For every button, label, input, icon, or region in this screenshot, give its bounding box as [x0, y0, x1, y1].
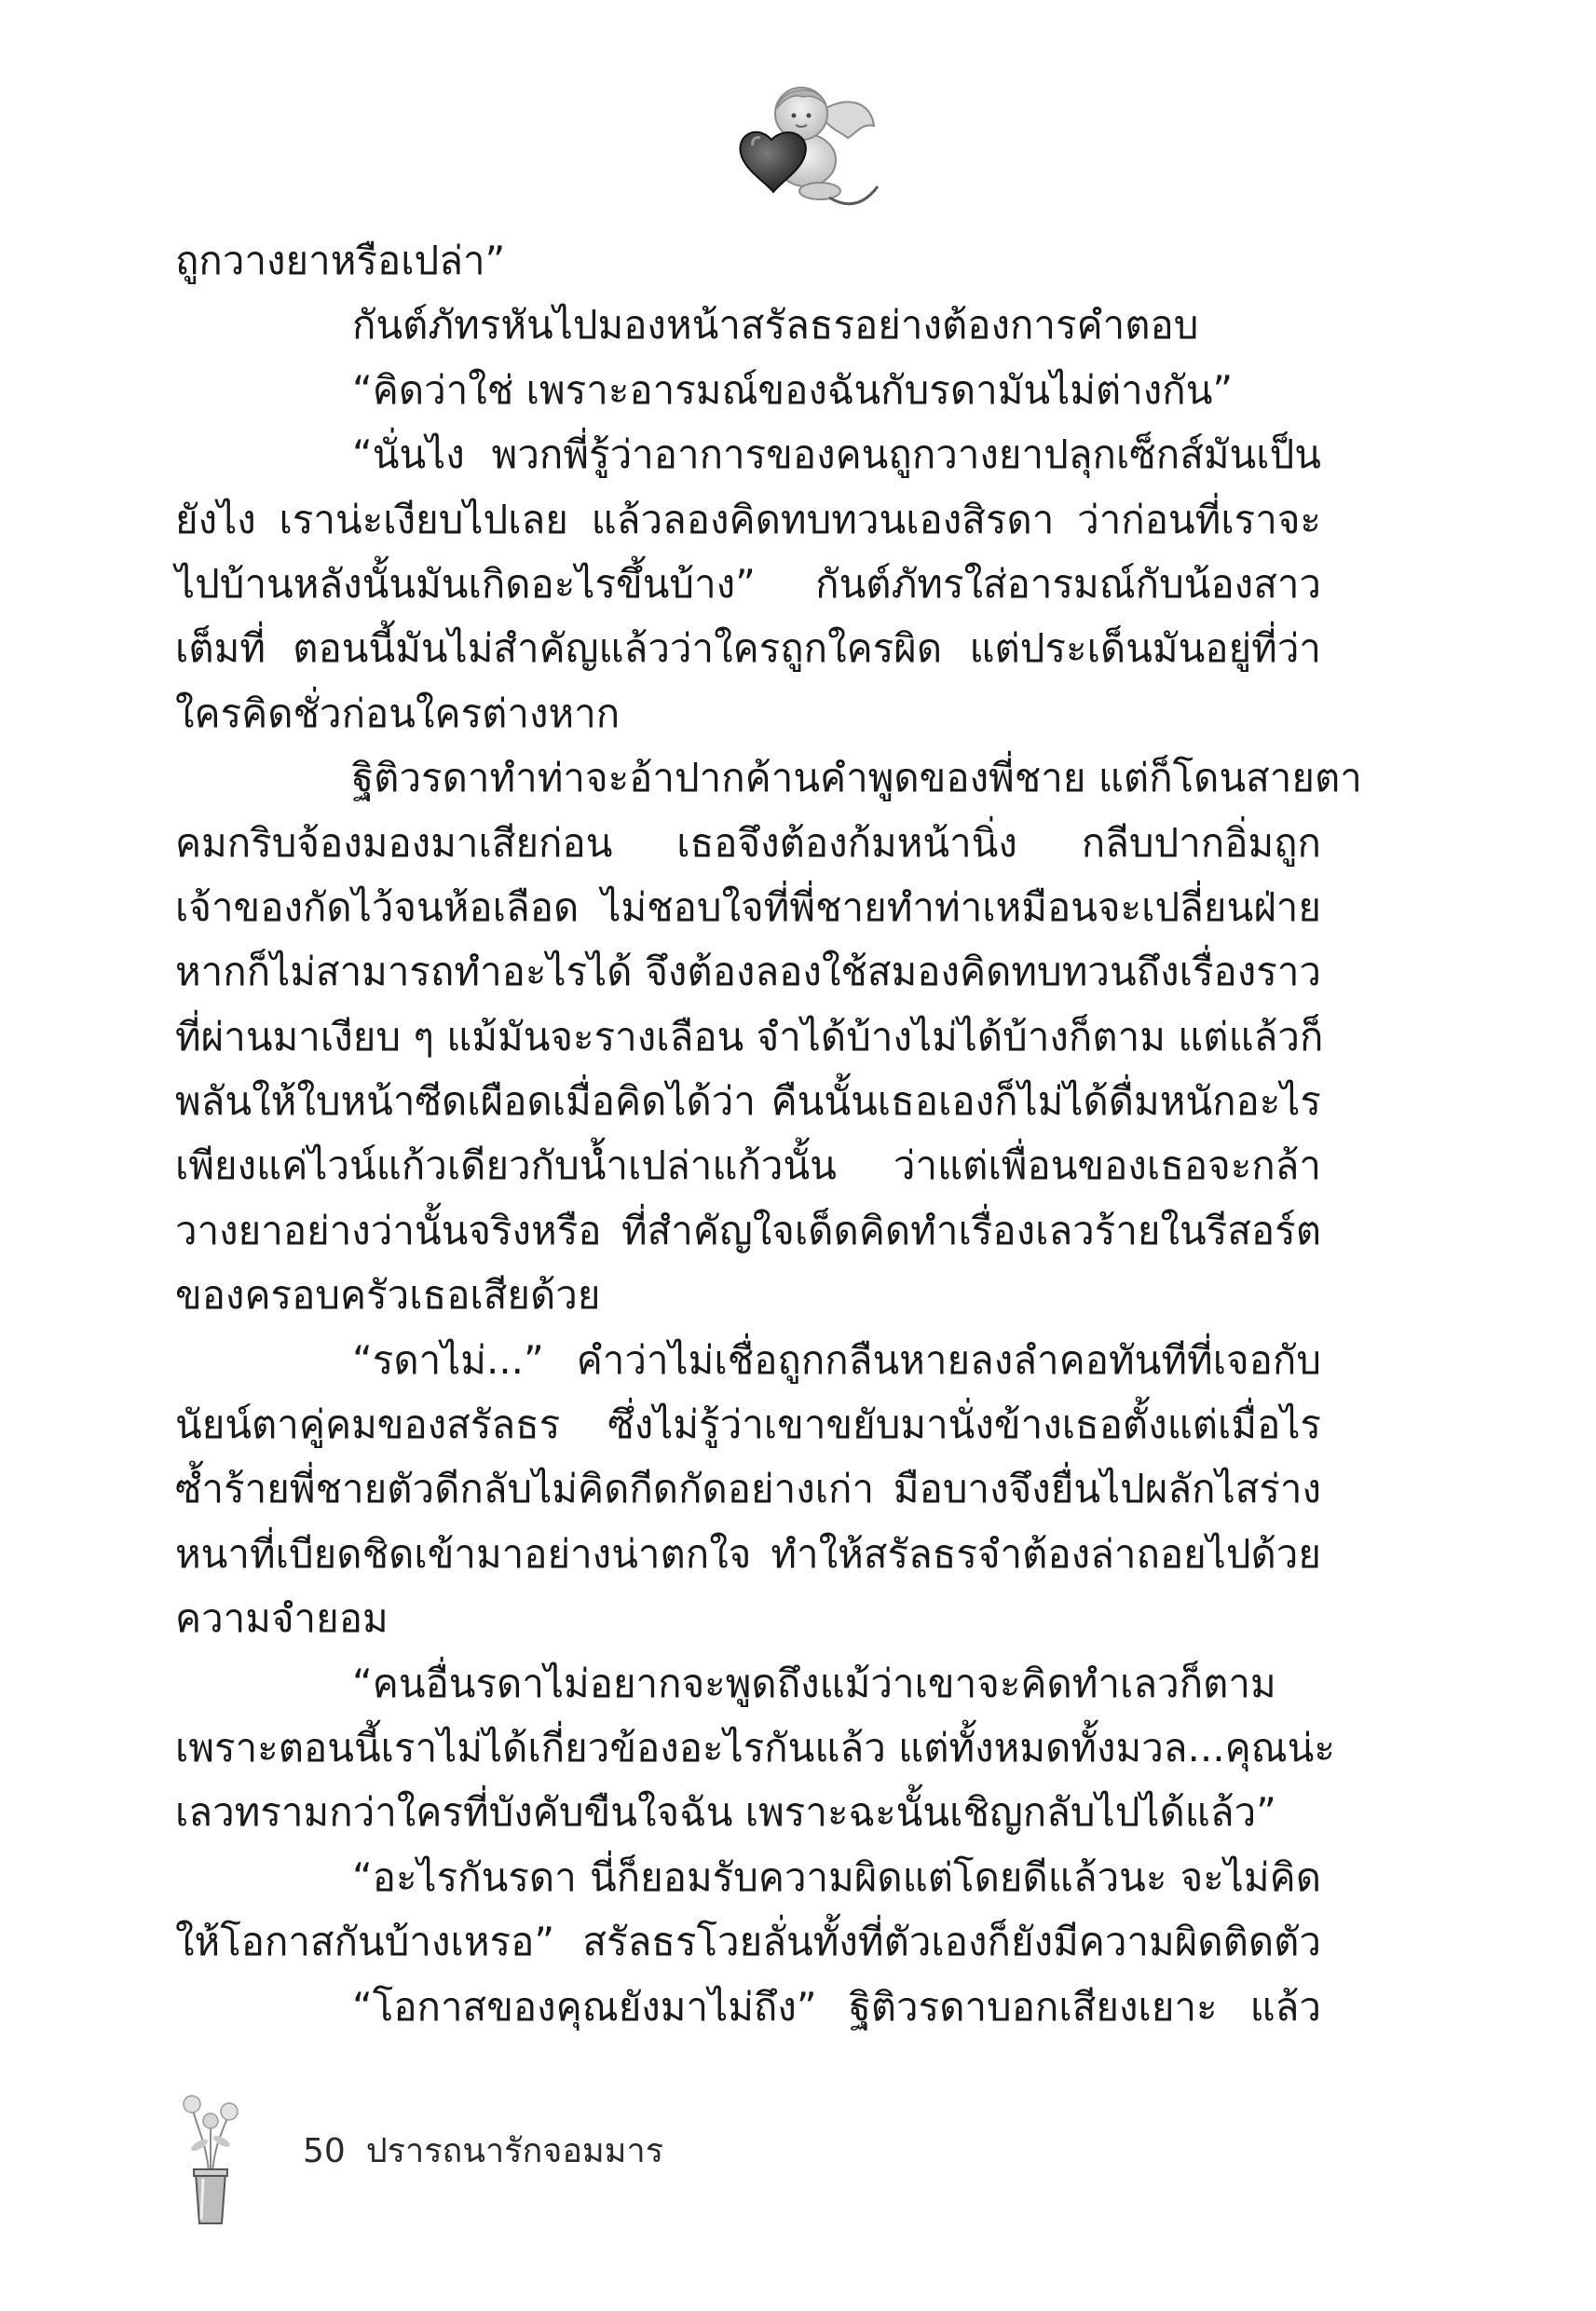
text-line: เต็มที่ ตอนนี้มันไม่สำคัญแล้วว่าใครถูกใครผิด แต่ประเด็นมันอยู่ที่ว่า [175, 625, 1321, 672]
text-line: “คิดว่าใช่ เพราะอารมณ์ของฉันกับรดามันไม่ต่างกัน” [352, 366, 1234, 413]
body-text [175, 228, 1362, 2039]
text-line: คมกริบจ้องมองมาเสียก่อน เธอจึงต้องก้มหน้านิ่ง กลีบปากอิ่มถูก [175, 819, 1321, 866]
text-line: หนาที่เบียดชิดเข้ามาอย่างน่าตกใจ ทำให้สรัลธรจำต้องล่าถอยไปด้วย [175, 1530, 1321, 1577]
text-line: ให้โอกาสกันบ้างเหรอ” สรัลธรโวยลั่นทั้งที่ตัวเองก็ยังมีความผิดติดตัว [175, 1919, 1321, 1965]
text-line: เพราะตอนนี้เราไม่ได้เกี่ยวข้องอะไรกันแล้ว แต่ทั้งหมดทั้งมวล...คุณน่ะ [175, 1724, 1335, 1771]
text-line: เพียงแค่ไวน์แก้วเดียวกับน้ำเปล่าแก้วนั้น ว่าแต่เพื่อนของเธอจะกล้า [175, 1142, 1321, 1189]
page-number: 50 [303, 2132, 346, 2170]
text-line: ฐิติวรดาทำท่าจะอ้าปากค้านคำพูดของพี่ชาย แต่ก็โดนสายตา [352, 755, 1362, 801]
book-title: ปรารถนารักจอมมาร [365, 2132, 664, 2170]
text-line: ถูกวางยาหรือเปล่า” [175, 238, 506, 283]
text-line: พลันให้ใบหน้าซีดเผือดเมื่อคิดได้ว่า คืนนั้นเธอเองก็ไม่ได้ดื่มหนักอะไร [175, 1078, 1321, 1125]
text-line: ซ้ำร้ายพี่ชายตัวดีกลับไม่คิดกีดกัดอย่างเก่า มือบางจึงยื่นไปผลักไสร่าง [175, 1466, 1321, 1512]
text-line: “อะไรกันรดา นี่ก็ยอมรับความผิดแต่โดยดีแล้วนะ จะไม่คิด [352, 1853, 1321, 1900]
text-line: นัยน์ตาคู่คมของสรัลธร ซึ่งไม่รู้ว่าเขาขยับมานั่งข้างเธอตั้งแต่เมื่อไร [175, 1402, 1321, 1448]
footer-text [303, 2128, 663, 2175]
text-line: ไปบ้านหลังนั้นมันเกิดอะไรขึ้นบ้าง” กันต์ภัทรใส่อารมณ์กับน้องสาว [175, 560, 1321, 607]
text-line: “รดาไม่...” คำว่าไม่เชื่อถูกกลืนหายลงลำคอทันทีที่เจอกับ [352, 1336, 1321, 1383]
text-line: เลวทรามกว่าใครที่บังคับขืนใจฉัน เพราะฉะนั้นเชิญกลับไปได้แล้ว” [175, 1789, 1276, 1836]
text-line: วางยาอย่างว่านั้นจริงหรือ ที่สำคัญใจเด็ดคิดทำเรื่องเลวร้ายในรีสอร์ต [175, 1207, 1321, 1253]
page-footer [168, 2087, 820, 2227]
text-line: ความจำยอม [175, 1595, 389, 1642]
text-line: ใครคิดชั่วก่อนใครต่างหาก [175, 690, 621, 736]
text-line: เจ้าของกัดไว้จนห้อเลือด ไม่ชอบใจที่พี่ชายทำท่าเหมือนจะเปลี่ยนฝ่าย [175, 883, 1321, 930]
text-line: ยังไง เราน่ะเงียบไปเลย แล้วลองคิดทบทวนเองสิรดา ว่าก่อนที่เราจะ [175, 496, 1321, 542]
cupid-heart-icon [708, 75, 885, 214]
flower-vase-icon [168, 2087, 252, 2227]
text-line: กันต์ภัทรหันไปมองหน้าสรัลธรอย่างต้องการคำตอบ [352, 302, 1199, 349]
text-line: ของครอบครัวเธอเสียด้วย [175, 1272, 601, 1319]
text-line: “โอกาสของคุณยังมาไม่ถึง” ฐิติวรดาบอกเสียงเยาะ แล้ว [352, 1983, 1321, 2030]
text-line: “นั่นไง พวกพี่รู้ว่าอาการของคนถูกวางยาปลุกเซ็กส์มันเป็น [352, 431, 1321, 478]
text-line: หากก็ไม่สามารถทำอะไรได้ จึงต้องลองใช้สมองคิดทบทวนถึงเรื่องราว [175, 949, 1321, 995]
text-line: “คนอื่นรดาไม่อยากจะพูดถึงแม้ว่าเขาจะคิดทำเลวก็ตาม [352, 1660, 1276, 1706]
text-line: ที่ผ่านมาเงียบ ๆ แม้มันจะรางเลือน จำได้บ้างไม่ได้บ้างก็ตาม แต่แล้วก็ [175, 1013, 1324, 1060]
